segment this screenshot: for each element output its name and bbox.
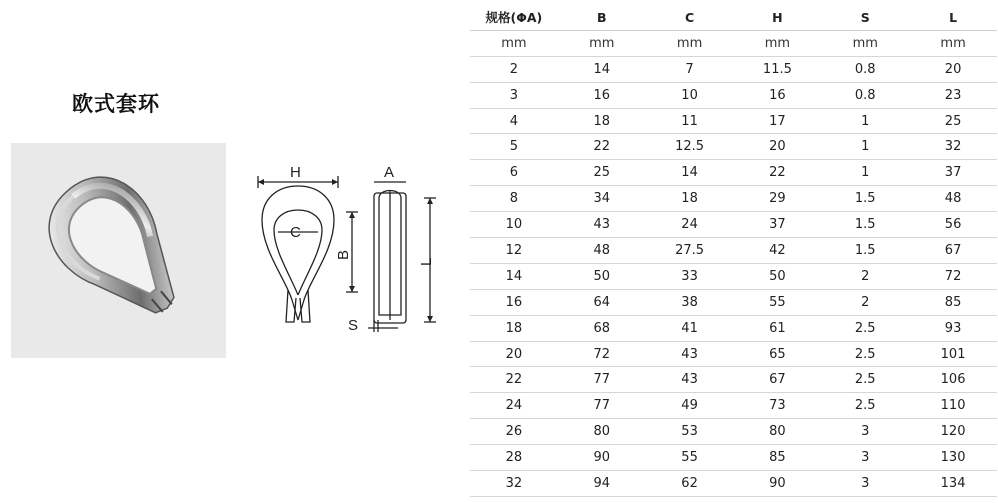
column-header-l: L [909,5,997,30]
table-cell: 24 [470,393,558,419]
unit-cell: mm [821,30,909,56]
units-row [470,30,997,56]
table-cell: 3 [470,82,558,108]
table-cell: 32 [909,134,997,160]
table-cell: 56 [909,212,997,238]
table-cell: 20 [733,134,821,160]
unit-cell: mm [470,30,558,56]
table-cell: 65 [733,341,821,367]
table-cell: 64 [558,289,646,315]
table-cell: 48 [558,238,646,264]
table-cell: 11 [646,108,734,134]
table-cell: 55 [646,445,734,471]
table-cell: 16 [558,82,646,108]
table-cell: 0.8 [821,82,909,108]
table-cell: 22 [733,160,821,186]
table-cell: 18 [558,108,646,134]
table-row [470,341,997,367]
table-cell: 27.5 [646,238,734,264]
label-s: S [348,317,359,334]
table-cell: 48 [909,186,997,212]
label-a: A [384,164,395,181]
table-row [470,471,997,497]
table-cell: 22 [558,134,646,160]
table-row [470,315,997,341]
table-row [470,134,997,160]
table-cell: 43 [646,341,734,367]
table-cell: 26 [470,419,558,445]
table-cell: 94 [558,471,646,497]
table-cell: 3 [821,419,909,445]
table-cell: 28 [470,445,558,471]
table-cell: 1.5 [821,212,909,238]
table-cell: 37 [909,160,997,186]
table-cell: 77 [558,367,646,393]
table-cell: 20 [470,341,558,367]
table-cell: 5 [470,134,558,160]
thimble-drawing [248,160,448,340]
table-cell: 1 [821,160,909,186]
table-cell: 0.8 [821,56,909,82]
table-cell: 1.5 [821,186,909,212]
table-cell: 12 [470,238,558,264]
table-cell: 3 [821,445,909,471]
table-row [470,367,997,393]
table-cell: 34 [558,186,646,212]
table-cell: 101 [909,341,997,367]
label-c: C [290,224,301,241]
table-cell: 2 [470,56,558,82]
table-cell: 10 [470,212,558,238]
label-b: B [335,249,352,260]
unit-cell: mm [733,30,821,56]
table-cell: 41 [646,315,734,341]
table-cell: 25 [558,160,646,186]
table-cell: 77 [558,393,646,419]
table-cell: 110 [909,393,997,419]
table-row [470,212,997,238]
table-cell: 1 [821,108,909,134]
unit-cell: mm [646,30,734,56]
unit-cell: mm [909,30,997,56]
table-cell: 73 [733,393,821,419]
table-cell: 72 [909,263,997,289]
table-cell: 50 [558,263,646,289]
thimble-dimension-diagram [248,160,448,340]
table-cell: 43 [646,367,734,393]
table-cell: 29 [733,186,821,212]
label-h: H [290,164,301,181]
table-cell: 90 [733,471,821,497]
table-cell: 33 [646,263,734,289]
table-cell: 23 [909,82,997,108]
table-cell: 32 [470,471,558,497]
table-cell: 20 [909,56,997,82]
table-cell: 2.5 [821,341,909,367]
table-cell: 2.5 [821,315,909,341]
table-cell: 61 [733,315,821,341]
table-cell: 7 [646,56,734,82]
table-body [470,30,997,496]
table-cell: 55 [733,289,821,315]
table-cell: 38 [646,289,734,315]
table-row [470,108,997,134]
table-cell: 1.5 [821,238,909,264]
column-header-spec: 规格(ΦA) [470,5,558,30]
table-cell: 43 [558,212,646,238]
table-row [470,186,997,212]
table-cell: 72 [558,341,646,367]
table-header-row [470,5,997,30]
table-cell: 67 [909,238,997,264]
table-cell: 8 [470,186,558,212]
table-cell: 42 [733,238,821,264]
table-cell: 11.5 [733,56,821,82]
unit-cell: mm [558,30,646,56]
table-cell: 3 [821,471,909,497]
table-cell: 16 [733,82,821,108]
column-header-h: H [733,5,821,30]
table-row [470,419,997,445]
table-cell: 80 [558,419,646,445]
table-cell: 67 [733,367,821,393]
table-cell: 24 [646,212,734,238]
label-l: L [418,257,435,266]
table-cell: 17 [733,108,821,134]
column-header-s: S [821,5,909,30]
table-row [470,445,997,471]
product-photo [11,143,226,358]
table-row [470,393,997,419]
table-cell: 130 [909,445,997,471]
table-cell: 53 [646,419,734,445]
table-cell: 120 [909,419,997,445]
table-cell: 68 [558,315,646,341]
table-cell: 134 [909,471,997,497]
table-cell: 18 [470,315,558,341]
table-cell: 37 [733,212,821,238]
thimble-photo-image [11,143,226,358]
table-cell: 2 [821,289,909,315]
table-cell: 93 [909,315,997,341]
table-row [470,56,997,82]
table-cell: 106 [909,367,997,393]
table-cell: 6 [470,160,558,186]
table-cell: 62 [646,471,734,497]
column-header-c: C [646,5,734,30]
table-row [470,160,997,186]
table-row [470,263,997,289]
table-cell: 2.5 [821,367,909,393]
table-row [470,289,997,315]
table-cell: 80 [733,419,821,445]
table-cell: 14 [558,56,646,82]
table-cell: 1 [821,134,909,160]
table-cell: 4 [470,108,558,134]
table-cell: 12.5 [646,134,734,160]
table-cell: 85 [733,445,821,471]
table-cell: 50 [733,263,821,289]
table-cell: 2 [821,263,909,289]
table-row [470,82,997,108]
table-cell: 49 [646,393,734,419]
spec-table [470,5,997,497]
table-cell: 85 [909,289,997,315]
table-cell: 22 [470,367,558,393]
table-cell: 90 [558,445,646,471]
table-cell: 14 [646,160,734,186]
table-cell: 18 [646,186,734,212]
table-cell: 25 [909,108,997,134]
table-cell: 14 [470,263,558,289]
table-cell: 2.5 [821,393,909,419]
table-cell: 16 [470,289,558,315]
column-header-b: B [558,5,646,30]
product-title: 欧式套环 [72,92,160,116]
table-row [470,238,997,264]
table-cell: 10 [646,82,734,108]
